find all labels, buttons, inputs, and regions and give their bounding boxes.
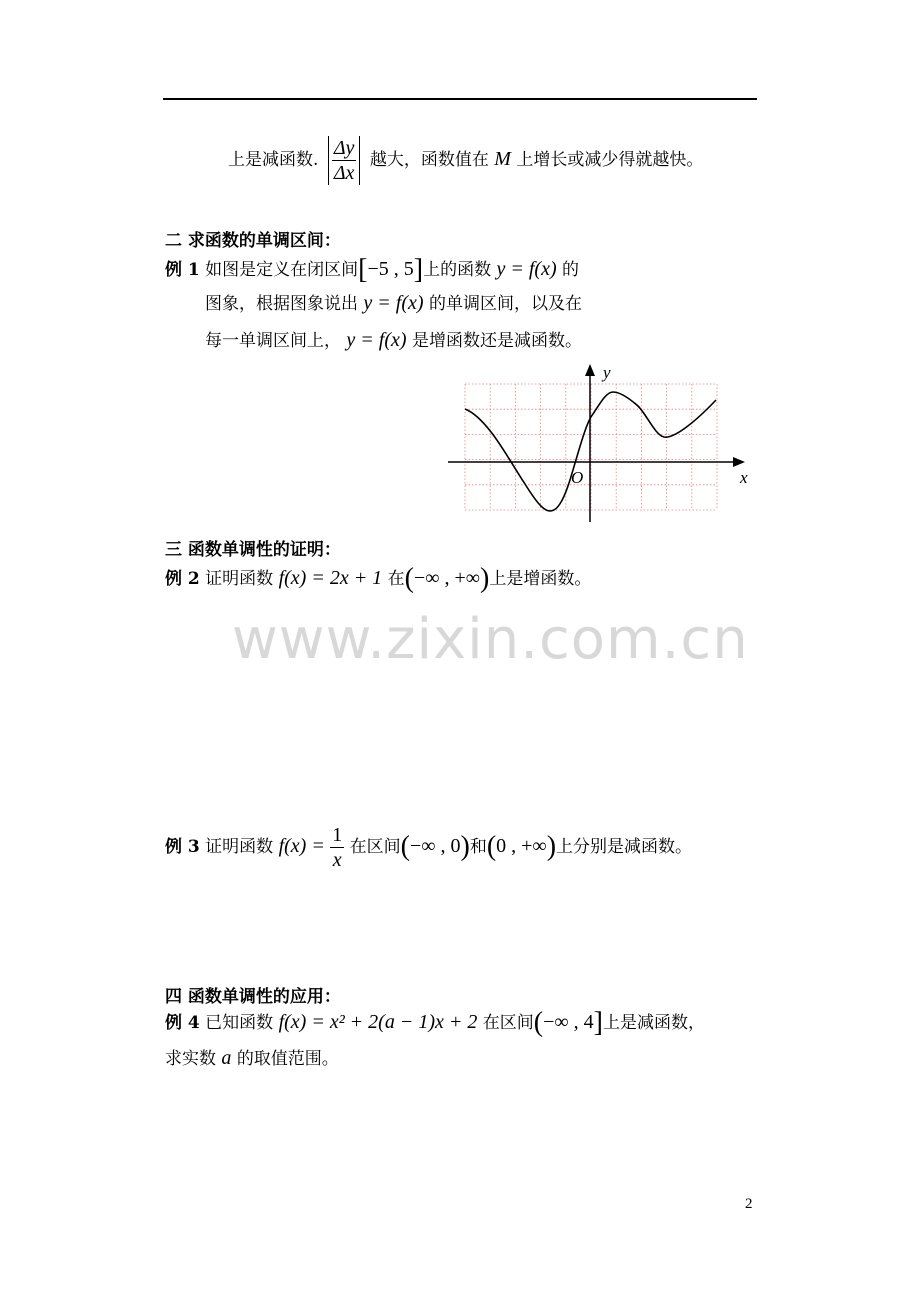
origin-label: O xyxy=(571,468,584,487)
frac-num: Δy xyxy=(333,137,355,159)
abs-fraction xyxy=(328,136,361,185)
ex1-line3: 每一单调区间上， y = f(x) 是增函数还是减函数。 xyxy=(205,329,582,351)
frac-den: Δx xyxy=(333,162,355,184)
page-number: 2 xyxy=(745,1196,753,1212)
ex4-label: 例 4 xyxy=(165,1013,200,1033)
ex3-line: 例 3 证明函数 f(x) = $\frac{1}{x}$ 在区间(−∞ , 0)和(0 , +∞)上分别是减函数。 xyxy=(165,824,693,871)
section3-title: 三 函数单调性的证明： xyxy=(165,540,341,560)
ex2-line: 例 2 证明函数 f(x) = 2x + 1 在(−∞ , +∞)上是增函数。 xyxy=(165,563,592,594)
graph-grid xyxy=(465,384,717,510)
y-axis-label: y xyxy=(603,363,611,382)
x-axis-arrow xyxy=(733,457,745,467)
ex4-line1: 例 4 已知函数 f(x) = x² + 2(a − 1)x + 2 在区间(−∞ , 4]上是减函数， xyxy=(165,1007,705,1038)
one-over-x: $\frac{1}{x}$ xyxy=(332,824,343,871)
ex4-line2: 求实数 a 的取值范围。 xyxy=(165,1047,339,1069)
x-axis-label: x xyxy=(740,468,748,487)
top-line: 上是减函数. $\frac{\Delta y}{\Delta x}$ 越大，函数值在 M 上增长或减少得就越快。 xyxy=(228,137,704,184)
ex3-label: 例 3 xyxy=(165,837,200,857)
ex1-line1: 例 1 如图是定义在闭区间[−5 , 5]上的函数 y = f(x) 的 xyxy=(165,254,580,285)
watermark: www.zixin.com.cn xyxy=(232,607,749,672)
ex1-label: 例 1 xyxy=(165,260,200,280)
section2-title: 二 求函数的单调区间： xyxy=(165,231,341,251)
ex1-line2: 图象，根据图象说出 y = f(x) 的单调区间，以及在 xyxy=(205,292,582,314)
header-rule xyxy=(163,98,757,100)
ex2-label: 例 2 xyxy=(165,569,200,589)
var-M: M xyxy=(494,148,511,170)
y-axis-arrow xyxy=(585,364,595,376)
function-graph xyxy=(440,362,760,527)
section4-title: 四 函数单调性的应用： xyxy=(165,987,341,1007)
